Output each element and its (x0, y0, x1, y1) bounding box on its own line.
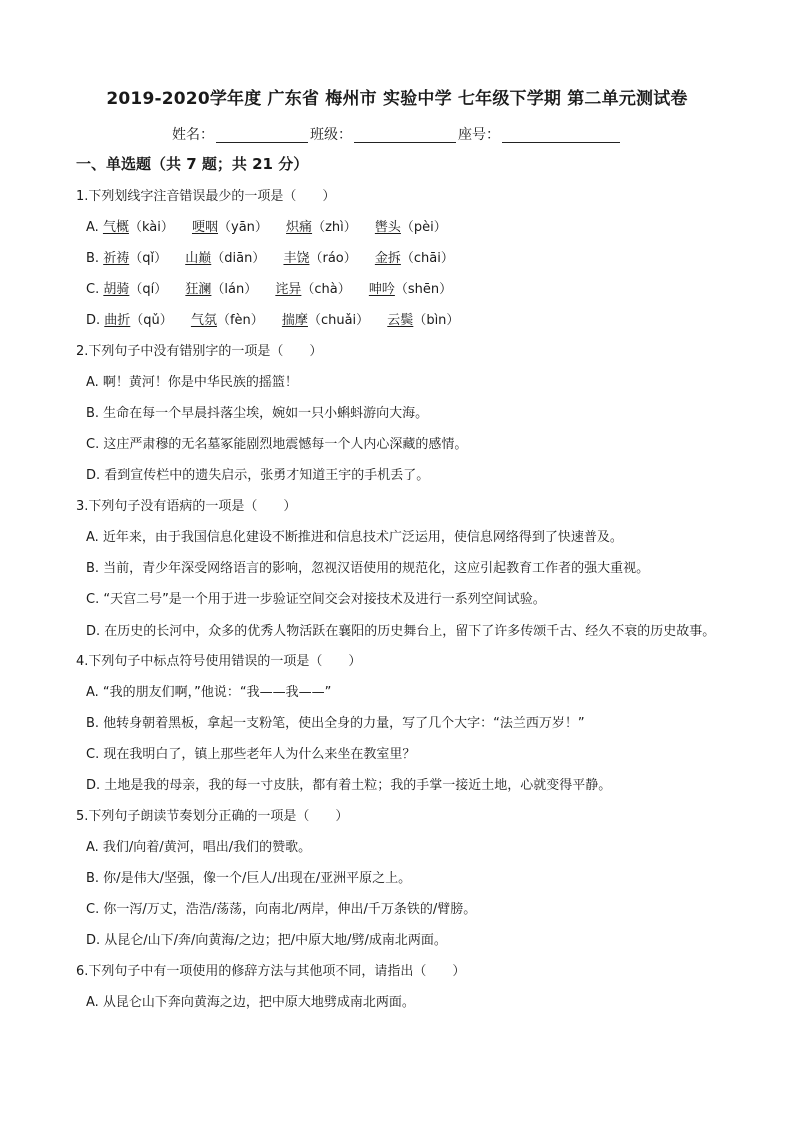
underlined-word: 胡骑 (103, 282, 130, 297)
underlined-word: 曲折 (104, 313, 131, 328)
underlined-word: 呻吟 (368, 282, 395, 297)
word (282, 310, 369, 332)
word (275, 279, 350, 301)
word (387, 310, 459, 332)
question-6-stem: 6.下列句子中有一项使用的修辞方法与其他项不同，请指出（ ） (76, 964, 466, 979)
question-3-option-c: C. “天宫二号”是一个用于进一步验证空间交会对接技术及进行一系列空间试验。 (86, 592, 546, 607)
pinyin: （qǔ） (130, 313, 173, 328)
question-5-option-b: B. 你/是伟大/坚强，像一个/巨人/出现在/亚洲平原之上。 (86, 871, 412, 886)
underlined-word: 气概 (102, 220, 129, 235)
section-heading: 一、单选题（共 7 题；共 21 分） (76, 155, 309, 173)
word (191, 310, 264, 332)
question-2-stem: 2.下列句子中没有错别字的一项是（ ） (76, 344, 323, 359)
questions (76, 186, 746, 1023)
class-blank[interactable] (354, 126, 456, 143)
question-5-option-c: C. 你一泻/万丈，浩浩/荡荡，向南北/两岸，伸出/千万条铁的/臂膀。 (86, 902, 477, 917)
word (375, 248, 454, 270)
question-4-stem: 4.下列句子中标点符号使用错误的一项是（ ） (76, 654, 362, 669)
underlined-word: 云鬓 (387, 313, 414, 328)
question-1-option-a (76, 217, 746, 248)
question-6-option-a: A. 从昆仑山下奔向黄海之边，把中原大地劈成南北两面。 (86, 995, 415, 1010)
pinyin: （kài） (128, 220, 174, 235)
underlined-word: 丰饶 (283, 251, 310, 266)
question-4-option-a: A. “我的朋友们啊，”他说：“我——我——” (86, 685, 332, 700)
class-label: 班级： (310, 127, 352, 143)
underlined-word: 狂澜 (185, 282, 212, 297)
question-2-option-a: A. 啊！黄河！你是中华民族的摇篮！ (86, 375, 298, 390)
word (375, 217, 447, 239)
pinyin: （chuǎi） (307, 313, 370, 328)
student-info-line (172, 124, 622, 144)
word (369, 279, 452, 301)
name-blank[interactable] (216, 126, 308, 143)
question-3-option-d: D. 在历史的长河中，众多的优秀人物活跃在襄阳的历史舞台上，留下了许多传颂千古、经久不衰的历史故事。 (86, 624, 716, 639)
name-label: 姓名： (172, 127, 214, 143)
pinyin: （pèi） (400, 220, 447, 235)
pinyin: （qí） (129, 282, 168, 297)
pinyin: （ráo） (309, 251, 357, 266)
word (103, 217, 174, 239)
question-2-option-c: C. 这庄严肃穆的无名墓冢能剧烈地震憾每一个人内心深藏的感情。 (86, 437, 468, 452)
question-5-option-a: A. 我们/向着/黄河，唱出/我们的赞歌。 (86, 840, 312, 855)
pinyin: （bìn） (413, 313, 460, 328)
pinyin: （lán） (211, 282, 258, 297)
page-title: 2019-2020学年度 广东省 梅州市 实验中学 七年级下学期 第二单元测试卷 (106, 89, 688, 109)
underlined-word: 揣摩 (281, 313, 308, 328)
underlined-word: 金拆 (374, 251, 401, 266)
question-5-stem: 5.下列句子朗读节奏划分正确的一项是（ ） (76, 809, 349, 824)
question-1-option-b (76, 248, 746, 279)
question-1-option-d (76, 310, 746, 341)
seat-blank[interactable] (502, 126, 620, 143)
question-4-option-c: C. 现在我明白了，镇上那些老年人为什么来坐在教室里？ (86, 747, 416, 762)
question-4-option-b: B. 他转身朝着黑板，拿起一支粉笔，使出全身的力量，写了几个大字：“法兰西万岁！” (86, 716, 585, 731)
word (192, 217, 268, 239)
option-letter: C. (86, 282, 104, 297)
pinyin: （qǐ） (129, 251, 168, 266)
word (283, 248, 356, 270)
underlined-word: 祈祷 (103, 251, 130, 266)
question-4-option-d: D. 土地是我的母亲，我的每一寸皮肤，都有着土粒；我的手掌一接近土地，心就变得平静。 (86, 778, 612, 793)
pinyin: （fèn） (216, 313, 264, 328)
option-letter: B. (86, 251, 104, 266)
question-2-option-d: D. 看到宣传栏中的遗失启示，张勇才知道王宇的手机丢了。 (86, 468, 430, 483)
pinyin: （diān） (211, 251, 266, 266)
question-3-stem: 3.下列句子没有语病的一项是（ ） (76, 499, 297, 514)
underlined-word: 诧异 (275, 282, 302, 297)
word (286, 217, 357, 239)
word (103, 279, 167, 301)
word (185, 279, 257, 301)
pinyin: （chà） (301, 282, 351, 297)
seat-label: 座号： (458, 127, 500, 143)
underlined-word: 辔头 (374, 220, 401, 235)
underlined-word: 哽咽 (191, 220, 218, 235)
question-5-option-d: D. 从昆仑/山下/奔/向黄海/之边；把/中原大地/劈/成南北两面。 (86, 933, 447, 948)
pinyin: （chāi） (400, 251, 454, 266)
underlined-word: 气氛 (190, 313, 217, 328)
pinyin: （shēn） (394, 282, 453, 297)
option-letter: D. (86, 313, 105, 328)
underlined-word: 炽痛 (286, 220, 313, 235)
question-3-option-a: A. 近年来，由于我国信息化建设不断推进和信息技术广泛运用，使信息网络得到了快速普及。 (86, 530, 623, 545)
question-1-option-c (76, 279, 746, 310)
question-3-option-b: B. 当前，青少年深受网络语言的影响，忽视汉语使用的规范化，这应引起教育工作者的强大重视。 (86, 561, 650, 576)
option-letter: A. (86, 220, 103, 235)
pinyin: （yān） (218, 220, 268, 235)
underlined-word: 山巅 (185, 251, 212, 266)
pinyin: （zhì） (312, 220, 357, 235)
word (185, 248, 265, 270)
word (104, 310, 173, 332)
question-2-option-b: B. 生命在每一个早晨抖落尘埃，婉如一只小蝌蚪游向大海。 (86, 406, 429, 421)
word (103, 248, 167, 270)
question-1-stem: 1.下列划线字注音错误最少的一项是（ ） (76, 189, 336, 204)
